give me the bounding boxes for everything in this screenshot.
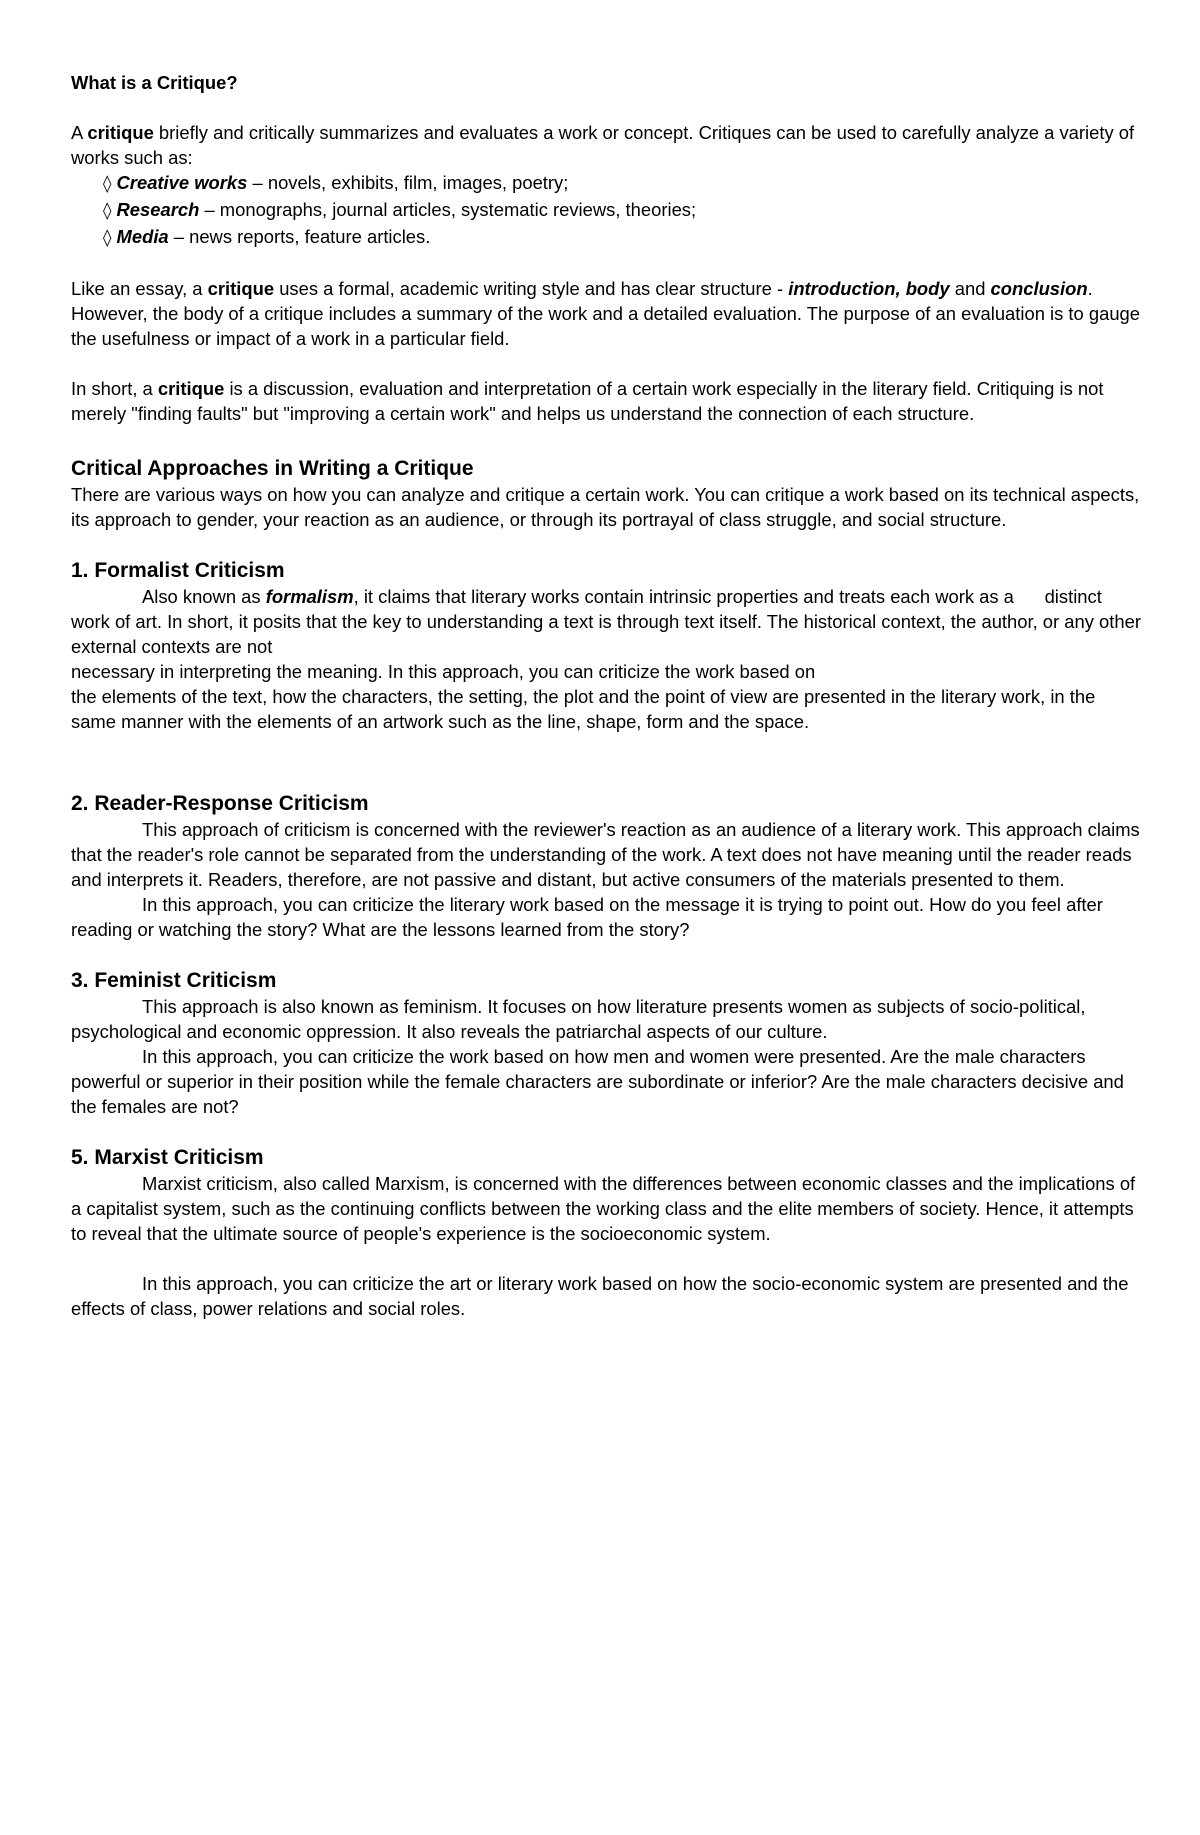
spacer — [71, 734, 1141, 790]
spacer — [71, 95, 1141, 120]
spacer — [71, 426, 1141, 455]
section-heading-approaches: Critical Approaches in Writing a Critique — [71, 457, 474, 480]
document-title: What is a Critique? — [71, 72, 238, 93]
bullet-term: Creative works — [116, 172, 248, 193]
spacer — [71, 251, 1141, 276]
formalist-paragraph-cont-2: the elements of the text, how the characters, the setting, the plot and the point of view are presented in the literary work, in the same manner with the elements of an artwork such as the line, shape, form and the space. — [71, 686, 1096, 732]
marxist-paragraph-2 — [71, 1271, 1141, 1321]
text-run: briefly and critically summarizes and evaluates a work or concept. Critiques can be used to carefully analyze a variety of works such as: — [71, 122, 1135, 168]
spacer — [71, 942, 1141, 967]
bold-term-critique: critique — [87, 122, 154, 143]
bold-italic-term: introduction, body — [788, 278, 950, 299]
bullet-text: – news reports, feature articles. — [168, 226, 431, 247]
text-run: In short, a — [71, 378, 158, 399]
intro-paragraph-2 — [71, 276, 1141, 351]
text-run: distinct work of art. In short, it posits that the key to understanding a text is through text itself. The historical context, the author, or any other external contexts are not — [71, 586, 1141, 657]
spacer — [71, 532, 1141, 557]
text-run: . However, the body of a critique includes a summary of the work and a detailed evaluation. The purpose of an evaluation is to gauge the usefulness or impact of a work in a particular field. — [71, 278, 1141, 349]
bullet-text: – monographs, journal articles, systematic reviews, theories; — [199, 199, 697, 220]
bullet-text: – novels, exhibits, film, images, poetry; — [247, 172, 569, 193]
text-run: This approach is also known as feminism. It focuses on how literature presents women as subjects of socio-political, psychological and economic oppression. It also reveals the patriarchal aspects of our culture. — [71, 996, 1086, 1042]
spacer — [71, 351, 1141, 376]
bold-term-critique: critique — [157, 378, 225, 399]
bullet-term: Research — [116, 199, 200, 220]
reader-response-paragraph-2 — [71, 892, 1141, 942]
section-heading-formalist: 1. Formalist Criticism — [71, 559, 285, 582]
diamond-bullet-icon: ◊ — [103, 201, 112, 221]
text-run: Also known as — [142, 586, 266, 607]
text-run: and — [949, 278, 991, 299]
text-run: This approach of criticism is concerned with the reviewer's reaction as an audience of a literary work. This approach claims that the reader's role cannot be separated from the understanding of the work. A text does not have meaning until the reader reads and interprets it. Readers, therefore, are not passive and distant, but active consumers of the materials presented to them. — [71, 819, 1140, 890]
text-run: In this approach, you can criticize the literary work based on the message it is trying to point out. How do you feel after reading or watching the story? What are the lessons learned from the story? — [71, 894, 1103, 940]
approaches-paragraph: There are various ways on how you can analyze and critique a certain work. You can critique a work based on its technical aspects, its approach to gender, your reaction as an audience, or through its portrayal of class struggle, and social structure. — [71, 484, 1140, 530]
bold-italic-term: conclusion — [990, 278, 1088, 299]
section-heading-feminist: 3. Feminist Criticism — [71, 969, 277, 992]
text-run: Like an essay, a — [71, 278, 208, 299]
marxist-paragraph-1 — [71, 1171, 1141, 1246]
bold-term-critique: critique — [207, 278, 275, 299]
bullet-item-media — [103, 224, 1141, 251]
text-run: In this approach, you can criticize the art or literary work based on how the socio-economic system are presented and the effects of class, power relations and social roles. — [71, 1273, 1129, 1319]
bullet-item-creative-works — [103, 170, 1141, 197]
spacer — [71, 1246, 1141, 1271]
bullet-term: Media — [116, 226, 169, 247]
text-run: In this approach, you can criticize the work based on how men and women were presented. Are the male characters powerful or superior in their position while the female characters are subordinate or inferior? Are the male characters decisive and the females are not? — [71, 1046, 1124, 1117]
formalist-paragraph — [71, 584, 1141, 659]
text-run: , it claims that literary works contain intrinsic properties and treats each work as a — [353, 586, 1014, 607]
text-run: Marxist criticism, also called Marxism, is concerned with the differences between economic classes and the implications of a capitalist system, such as the continuing conflicts between the working class and the elite members of society. Hence, it attempts to reveal that the ultimate source of people's experience is the socioeconomic system. — [71, 1173, 1136, 1244]
section-heading-marxist: 5. Marxist Criticism — [71, 1146, 264, 1169]
section-heading-reader-response: 2. Reader-Response Criticism — [71, 792, 369, 815]
document-page — [71, 70, 1141, 1321]
text-run: uses a formal, academic writing style and has clear structure - — [274, 278, 789, 299]
bullet-item-research — [103, 197, 1141, 224]
spacer — [71, 1119, 1141, 1144]
intro-paragraph-1 — [71, 120, 1141, 170]
formalist-paragraph-cont-1: necessary in interpreting the meaning. In this approach, you can criticize the work based on — [71, 661, 816, 682]
diamond-bullet-icon: ◊ — [103, 228, 112, 248]
works-bullet-list — [71, 170, 1141, 251]
text-run: is a discussion, evaluation and interpretation of a certain work especially in the literary field. Critiquing is not merely "finding faults" but "improving a certain work" and helps us understand the connection of each structure. — [71, 378, 1104, 424]
intro-paragraph-3 — [71, 376, 1141, 426]
text-run: A — [71, 122, 88, 143]
bold-italic-term: formalism — [265, 586, 354, 607]
diamond-bullet-icon: ◊ — [103, 174, 112, 194]
feminist-paragraph-2 — [71, 1044, 1141, 1119]
reader-response-paragraph-1 — [71, 817, 1141, 892]
feminist-paragraph-1 — [71, 994, 1141, 1044]
